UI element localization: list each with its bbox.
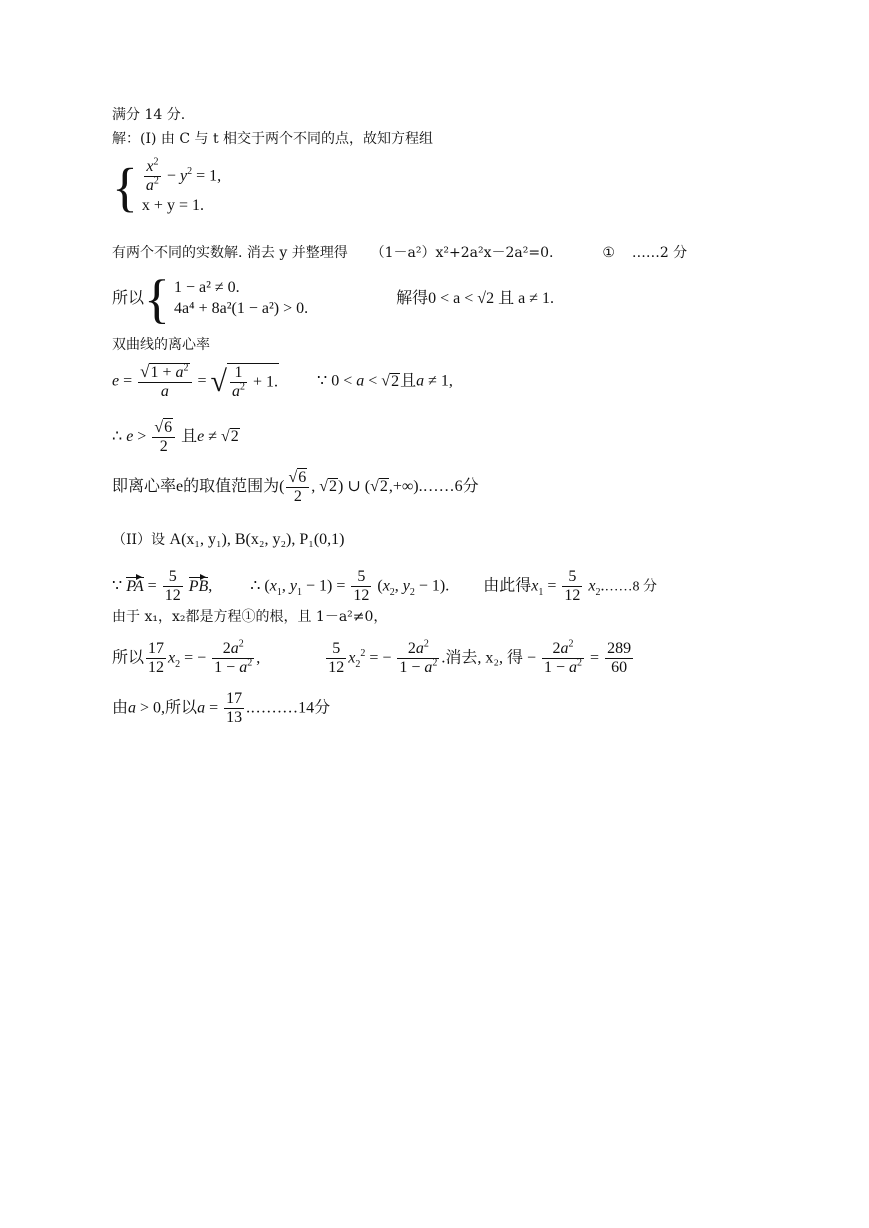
- substitution-line: 所以 $\frac{17}{12}$ $x_2$ = − $\frac{2a^2}{1 - a^2}$ , $\frac{5}{12}$ $x_2^2$ = − $\frac{2a^2}{1 - a^2}$ .消去, x₂, 得 − $\frac{2a^2}{1 - a^2}$ = $\frac{289}{60}$: [112, 638, 632, 677]
- condition-2: 4a⁴ + 8a²(1 − a²) > 0.: [173, 300, 309, 317]
- final-answer: 由a > 0,所以a = $\frac{17}{13}$ .………14分: [112, 690, 331, 727]
- left-brace: {: [112, 157, 138, 218]
- system-eq2: x + y = 1.: [141, 196, 204, 214]
- equation-system: [112, 158, 221, 217]
- step1-line: 有两个不同的实数解. 消去 y 并整理得 （1－a²）x²+2a²x－2a²=0. ① ……2 分: [112, 245, 688, 261]
- solve-result: 解得0 < a < √2 且 a ≠ 1.: [396, 290, 554, 307]
- system-eq1: $\frac{x^2}{a^2}$ − $y^2 = 1$,: [145, 156, 222, 195]
- score-line: 满分 14 分.: [112, 107, 186, 123]
- ecc-range: 即离心率e的取值范围为( $\frac{√6}{2}$ , √2) ∪ (√2,+∞).……6分: [112, 469, 479, 506]
- vector-relation: ∵ PA = $\frac{5}{12}$ PB, ∴ ($x_1$, $y_1 - 1$) = $\frac{5}{12}$ ($x_2$, $y_2 - 1$). 由此得$x_1$ = $\frac{5}{12}$ $x_2.\dots\dots 8$ 分: [112, 568, 658, 605]
- condition-1: 1 − a² ≠ 0.: [173, 279, 240, 297]
- part1-intro: 解：(I) 由 C 与 t 相交于两个不同的点，故知方程组: [112, 131, 434, 147]
- ecc-bound: ∴ e > $\frac{√6}{2}$ 且e ≠ √2: [112, 419, 239, 456]
- ecc-heading: 双曲线的离心率: [112, 337, 210, 353]
- ecc-formula: e = $\frac{√1 + a^2}{a}$ = √ $\frac{1}{a^2}$ + 1. ∵ 0 < a < √2且a ≠ 1,: [112, 362, 453, 401]
- step2-line: 所以{ 1 − a² ≠ 0. 4a⁴ + 8a²(1 − a²) > 0. 解得0 < a < √2 且 a ≠ 1.: [112, 269, 554, 329]
- part2-line: （II）设 A(x₁, y₁), B(x₂, y₂), P₁(0,1): [112, 531, 345, 548]
- left-brace: {: [144, 269, 170, 329]
- roots-line: 由于 x₁，x₂都是方程①的根，且 1－a²≠0，: [112, 609, 388, 625]
